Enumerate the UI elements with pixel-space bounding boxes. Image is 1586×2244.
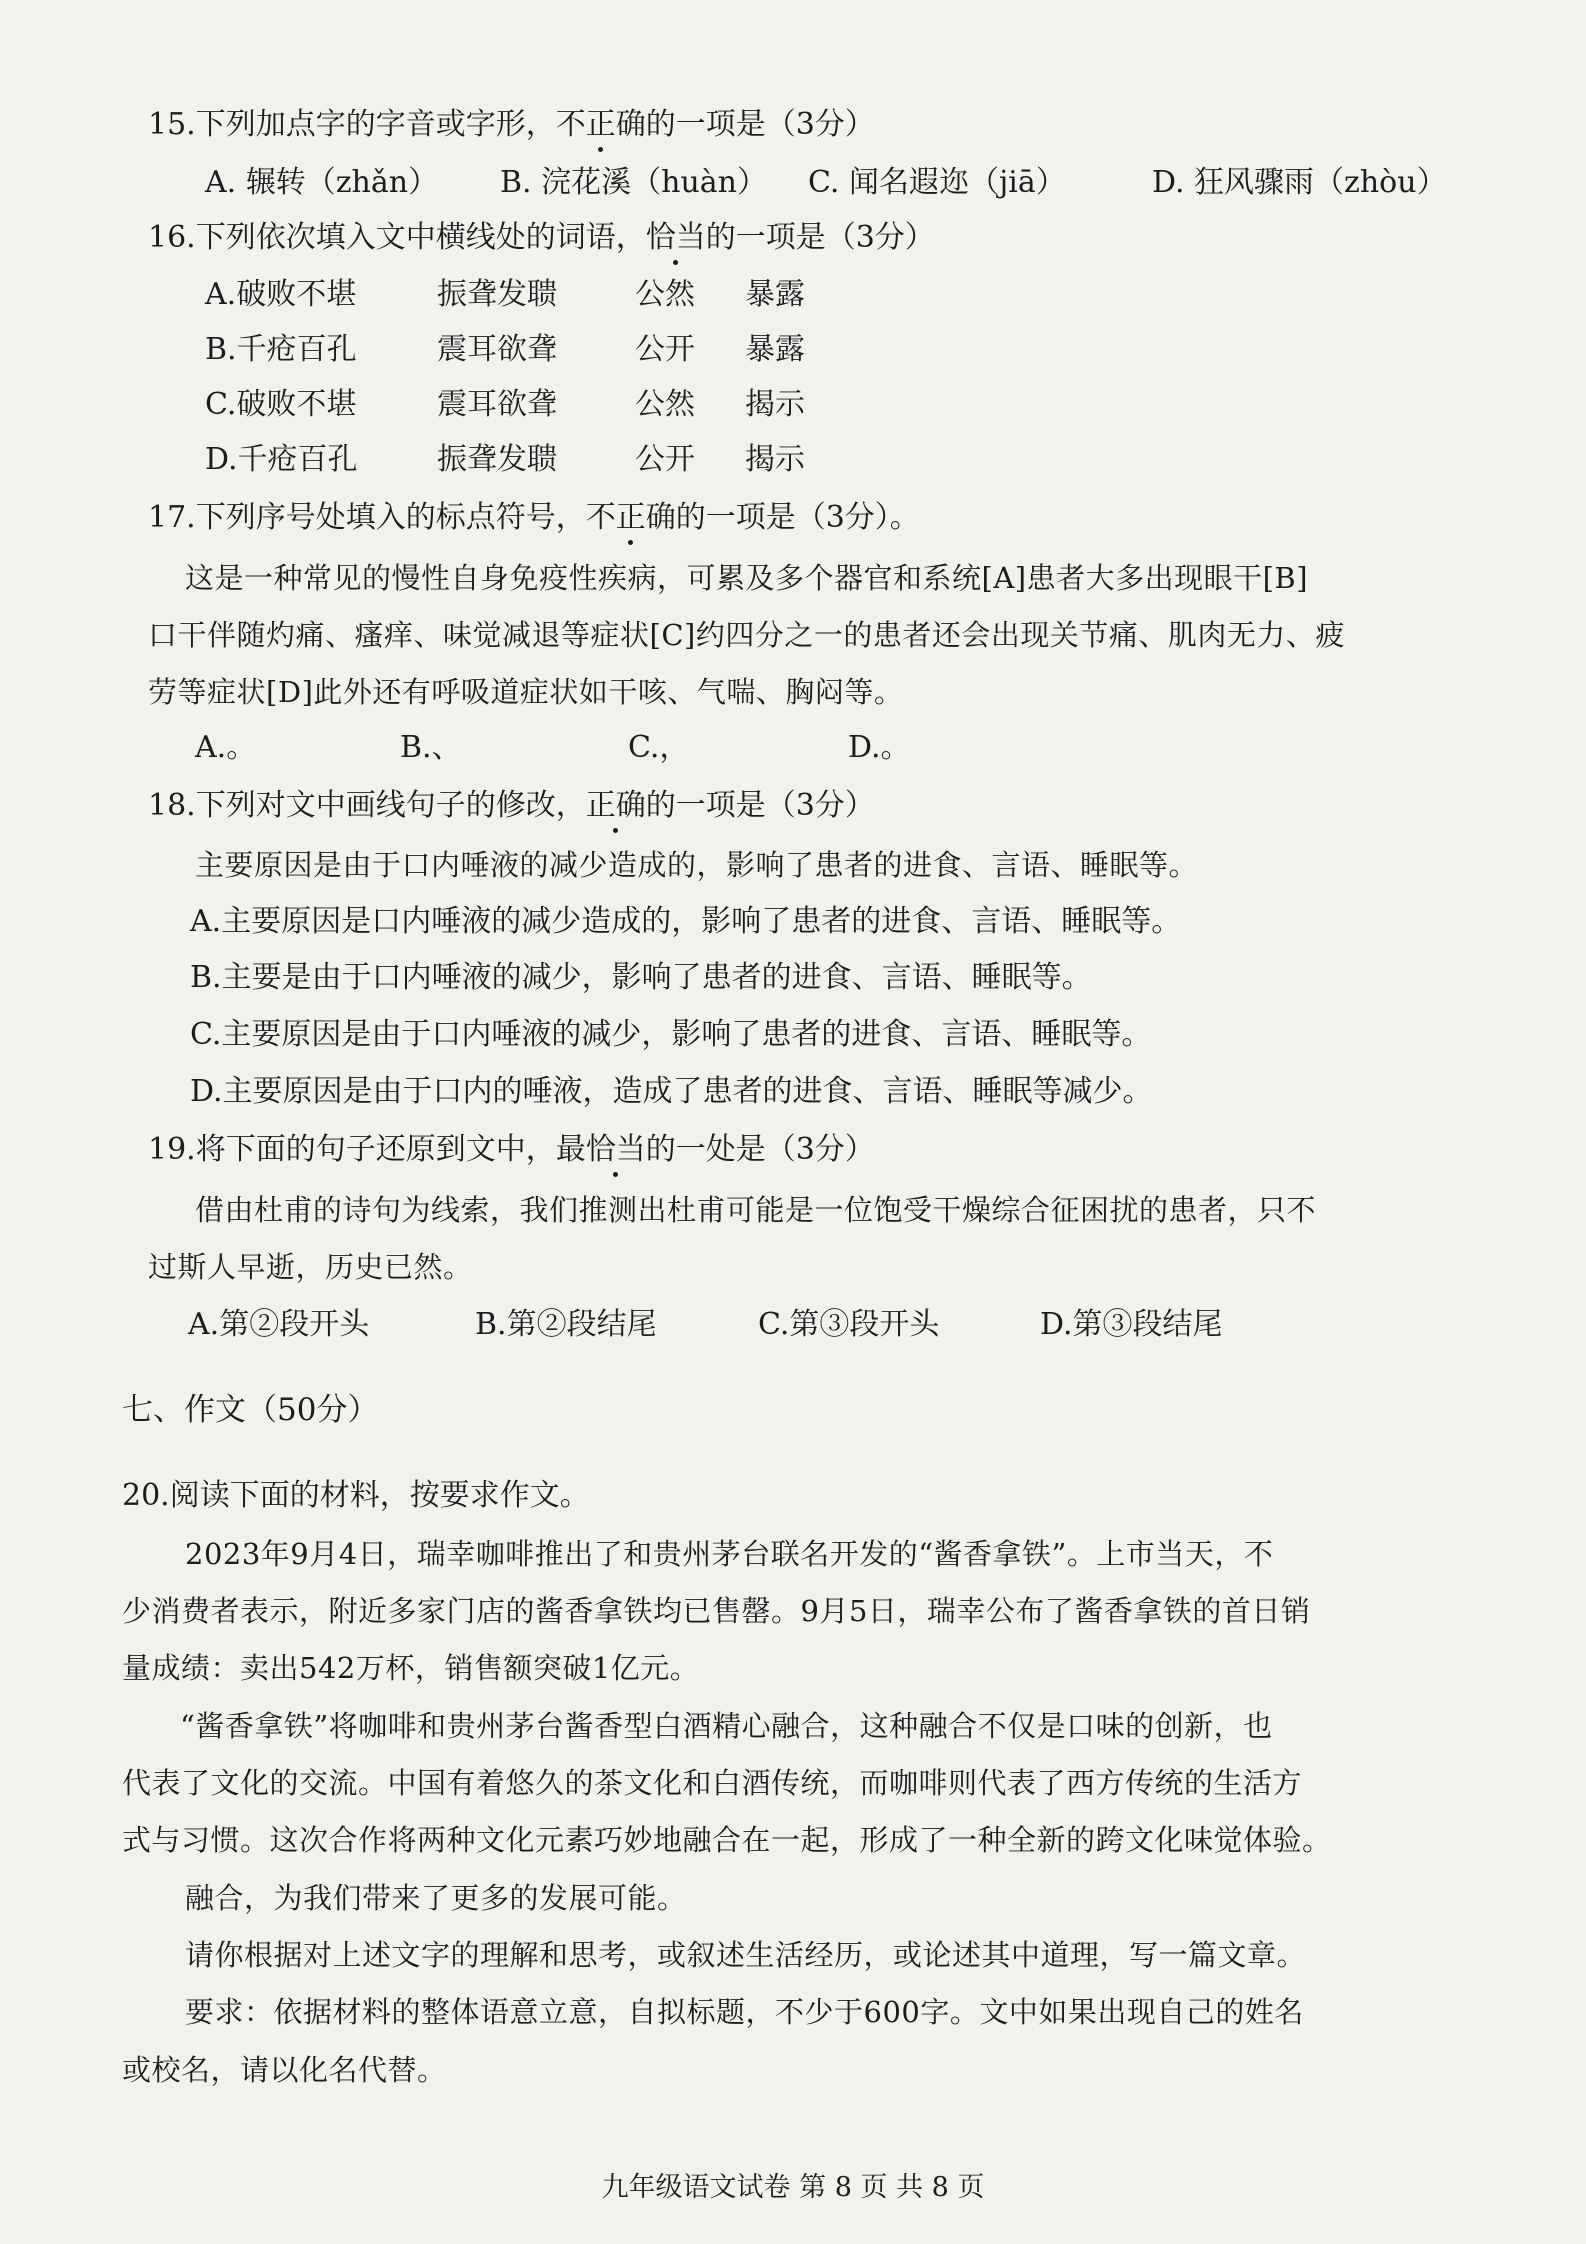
- q19-option-b: B.第②段结尾: [475, 1307, 657, 1342]
- q16-cell: A.破败不堪: [205, 277, 357, 312]
- q17-stem-emphasis: 不正确: [585, 500, 676, 535]
- q18-stem: [148, 786, 875, 826]
- q16-stem-pre: 16.下列依次填入文中横线处的词语，: [148, 220, 646, 255]
- q17-option-d: D.。: [848, 730, 911, 765]
- q18-sentence: 主要原因是由于口内唾液的减少造成的，影响了患者的进食、言语、睡眠等。: [195, 848, 1199, 882]
- q17-option-b: B.、: [400, 730, 462, 765]
- q18-stem-emphasis: 正确: [585, 788, 646, 823]
- q17-passage-line: 口干伴随灼痛、瘙痒、味觉减退等症状[C]约四分之一的患者还会出现关节痛、肌肉无力、疲: [148, 618, 1345, 652]
- q18-option-b: B.主要是由于口内唾液的减少，影响了患者的进食、言语、睡眠等。: [190, 960, 1092, 995]
- q20-stem: 20.阅读下面的材料，按要求作文。: [122, 1478, 590, 1513]
- q19-stem-pre: 19.将下面的句子还原到文中，最: [148, 1132, 586, 1167]
- page-footer: 九年级语文试卷 第 8 页 共 8 页: [601, 2172, 985, 2203]
- q19-stem-emphasis: 恰当: [585, 1132, 646, 1167]
- q19-option-a: A.第②段开头: [188, 1307, 370, 1342]
- q18-stem-post: 的一项是（3分）: [645, 788, 875, 823]
- q15-stem: [148, 105, 875, 145]
- q15-stem-emphasis: 不正确: [555, 107, 646, 142]
- q19-stem: [148, 1130, 875, 1170]
- q15-stem-pre: 15.下列加点字的字音或字形，: [148, 107, 556, 142]
- q19-sentence-line: 过斯人早逝，历史已然。: [148, 1250, 473, 1284]
- q17-passage-line: 这是一种常见的慢性自身免疫性疾病，可累及多个器官和系统[A]患者大多出现眼干[B]: [185, 561, 1309, 595]
- q19-sentence-line: 借由杜甫的诗句为线索，我们推测出杜甫可能是一位饱受干燥综合征困扰的患者，只不: [195, 1193, 1317, 1227]
- q17-option-a: A.。: [195, 730, 257, 765]
- q20-paragraph-line: 融合，为我们带来了更多的发展可能。: [185, 1881, 687, 1915]
- q17-option-c: C.，: [628, 730, 690, 765]
- q20-paragraph-line: 请你根据对上述文字的理解和思考，或叙述生活经历，或论述其中道理，写一篇文章。: [185, 1938, 1307, 1972]
- q16-cell: 公然: [635, 387, 695, 422]
- q20-requirement-line: 或校名，请以化名代替。: [122, 2053, 447, 2087]
- q16-stem: [148, 218, 935, 258]
- section-title: 七、作文（50分）: [122, 1392, 379, 1428]
- q20-requirement-line: 要求：依据材料的整体语意立意，自拟标题，不少于600字。文中如果出现自己的姓名: [185, 1995, 1304, 2029]
- q19-stem-post: 的一处是（3分）: [645, 1132, 875, 1167]
- q19-option-c: C.第③段开头: [758, 1307, 940, 1342]
- q20-paragraph-line: 量成绩：卖出542万杯，销售额突破1亿元。: [122, 1651, 700, 1685]
- q16-cell: 公开: [635, 332, 695, 367]
- q17-stem-pre: 17.下列序号处填入的标点符号，: [148, 500, 586, 535]
- q15-stem-post: 的一项是（3分）: [645, 107, 875, 142]
- q16-cell: 暴露: [745, 277, 805, 312]
- q15-option-c: C. 闻名遐迩（jiā）: [808, 165, 1066, 200]
- q16-cell: 揭示: [745, 442, 805, 477]
- q16-stem-emphasis: 恰当: [645, 220, 706, 255]
- q16-cell: 震耳欲聋: [437, 332, 557, 367]
- q17-stem-post: 的一项是（3分）。: [675, 500, 920, 535]
- q18-option-a: A.主要原因是口内唾液的减少造成的，影响了患者的进食、言语、睡眠等。: [190, 904, 1182, 939]
- q16-cell: 振聋发聩: [437, 442, 557, 477]
- q15-option-b: B. 浣花溪（huàn）: [500, 165, 767, 200]
- q17-passage-line: 劳等症状[D]此外还有呼吸道症状如干咳、气喘、胸闷等。: [148, 675, 904, 709]
- q16-cell: B.千疮百孔: [205, 332, 357, 367]
- q16-cell: 震耳欲聋: [437, 387, 557, 422]
- q16-cell: 振聋发聩: [437, 277, 557, 312]
- q17-stem: [148, 498, 920, 538]
- q20-paragraph-line: 2023年9月4日，瑞幸咖啡推出了和贵州茅台联名开发的“酱香拿铁”。上市当天，不: [185, 1537, 1274, 1571]
- q18-option-c: C.主要原因是由于口内唾液的减少，影响了患者的进食、言语、睡眠等。: [190, 1017, 1152, 1052]
- q16-stem-post: 的一项是（3分）: [705, 220, 935, 255]
- q15-option-a: A. 辗转（zhǎn）: [205, 165, 439, 200]
- q16-cell: 暴露: [745, 332, 805, 367]
- q20-paragraph-line: 少消费者表示，附近多家门店的酱香拿铁均已售罄。9月5日，瑞幸公布了酱香拿铁的首日销: [122, 1594, 1311, 1628]
- q16-cell: 公然: [635, 277, 695, 312]
- q18-option-d: D.主要原因是由于口内的唾液，造成了患者的进食、言语、睡眠等减少。: [190, 1074, 1153, 1109]
- q15-option-d: D. 狂风骤雨（zhòu）: [1152, 165, 1447, 200]
- q18-stem-pre: 18.下列对文中画线句子的修改，: [148, 788, 586, 823]
- q20-paragraph-line: “酱香拿铁”将咖啡和贵州茅台酱香型白酒精心融合，这种融合不仅是口味的创新，也: [180, 1709, 1273, 1743]
- q20-paragraph-line: 式与习惯。这次合作将两种文化元素巧妙地融合在一起，形成了一种全新的跨文化味觉体验。: [122, 1823, 1332, 1857]
- q16-cell: 揭示: [745, 387, 805, 422]
- q16-cell: D.千疮百孔: [205, 442, 358, 477]
- q16-cell: 公开: [635, 442, 695, 477]
- q16-cell: C.破败不堪: [205, 387, 357, 422]
- q19-option-d: D.第③段结尾: [1040, 1307, 1223, 1342]
- q20-paragraph-line: 代表了文化的交流。中国有着悠久的茶文化和白酒传统，而咖啡则代表了西方传统的生活方: [122, 1766, 1303, 1800]
